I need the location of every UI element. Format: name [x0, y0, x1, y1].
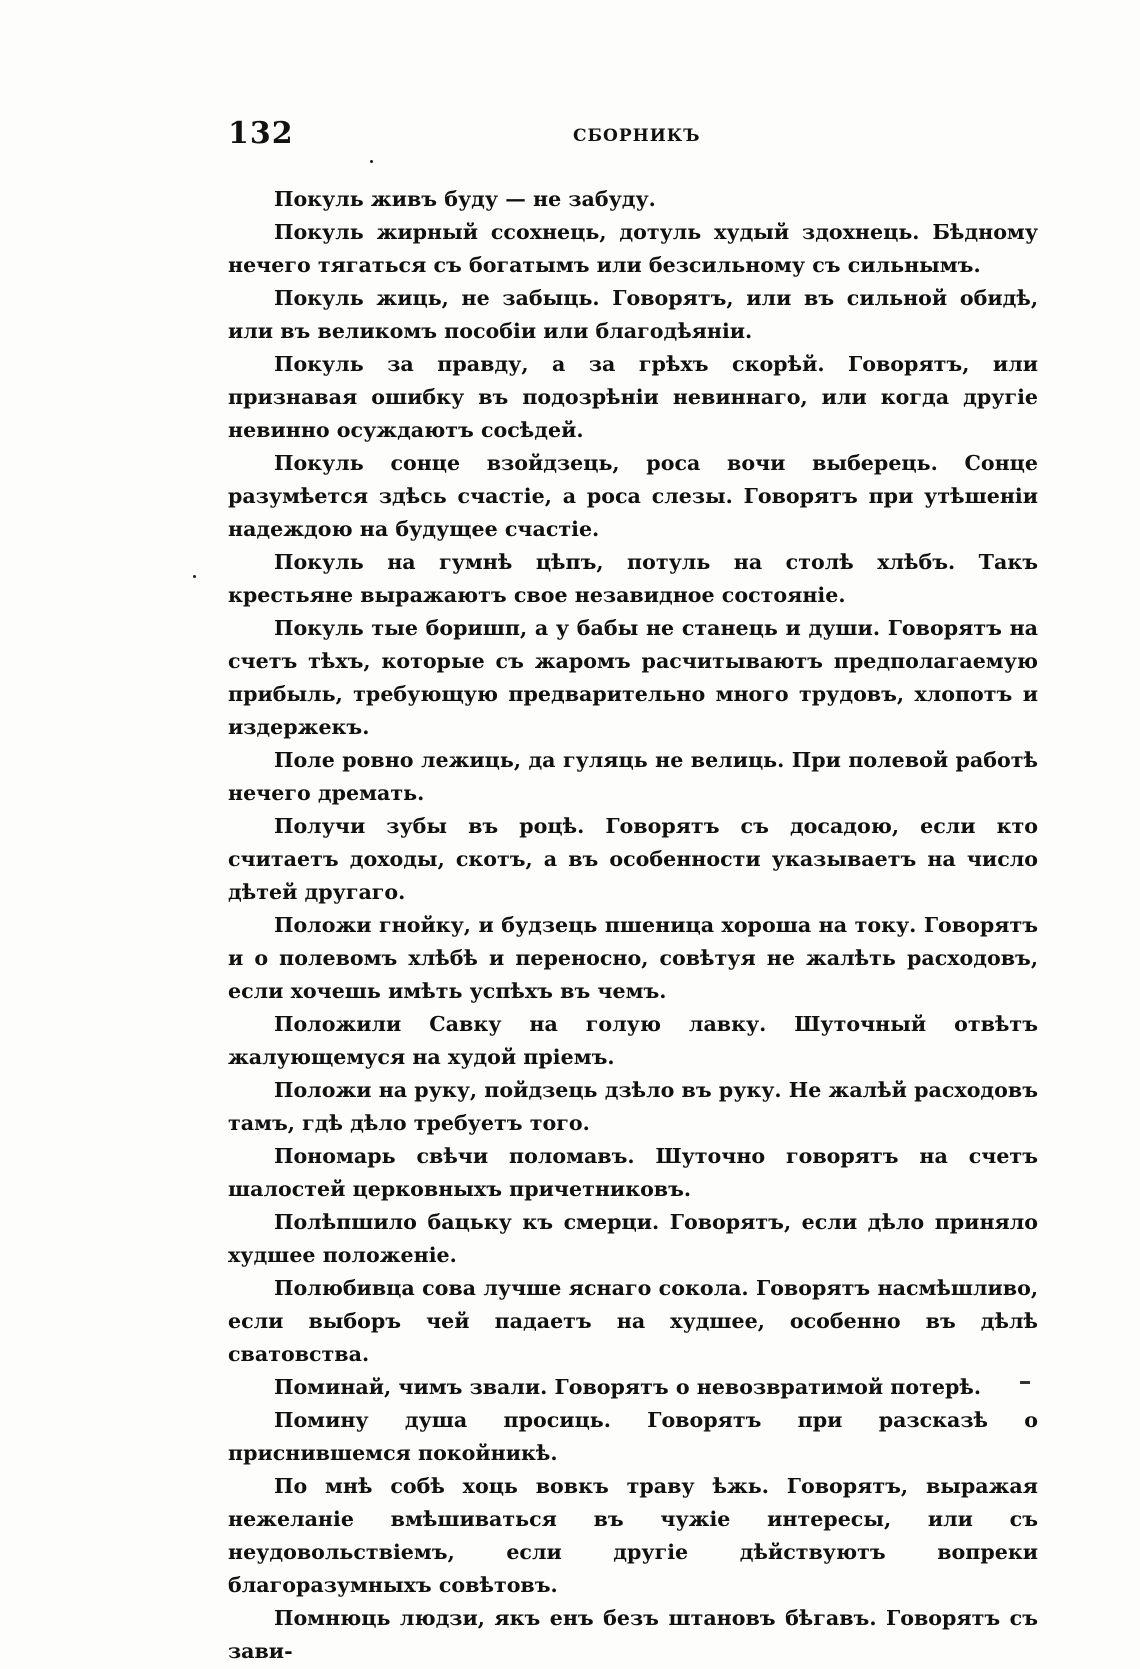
proverb-entry: Полюбивца сова лучше яснаго сокола. Говорятъ насмѣшливо, если выборъ чей падаетъ на худшее, особенно въ дѣлѣ сватовства. [228, 1276, 1038, 1366]
proverb-entry: Помину душа просиць. Говорятъ при разсказѣ о приснившемся покойникѣ. [228, 1408, 1038, 1465]
proverb-entry: Покуль жирный ссохнець, дотуль худый здохнець. Бѣдному нечего тягаться съ богатымъ или безсильному съ сильнымъ. [228, 220, 1038, 277]
proverb-entry: Покуль на гумнѣ цѣпъ, потуль на столѣ хлѣбъ. Такъ крестьяне выражаютъ свое незавидное состояніе. [228, 550, 1038, 607]
proverb-entry: Покуль жиць, не забыць. Говорятъ, или въ сильной обидѣ, или въ великомъ пособіи или благодѣяніи. [228, 286, 1038, 343]
print-speck [370, 160, 373, 163]
proverb-list [228, 183, 1038, 1668]
proverb-entry: Положи гнойку, и будзець пшеница хороша на току. Говорятъ и о полевомъ хлѣбѣ и переносно, совѣтуя не жалѣть расходовъ, если хочешь имѣть успѣхъ въ чемъ. [228, 913, 1038, 1003]
proverb-entry: Поле ровно лежиць, да гуляць не велиць. При полевой работѣ нечего дремать. [228, 748, 1038, 805]
proverb-entry: Покуль за правду, а за грѣхъ скорѣй. Говорятъ, или признавая ошибку въ подозрѣніи невиннаго, или когда другіе невинно осуждаютъ сосѣдей. [228, 352, 1038, 442]
running-title: СБОРНИКЪ [573, 126, 701, 146]
proverb-entry: Получи зубы въ роцѣ. Говорятъ съ досадою, если кто считаетъ доходы, скотъ, а въ особенности указываетъ на число дѣтей другаго. [228, 814, 1038, 904]
proverb-entry: Покуль тые боришп, а у бабы не станець и души. Говорятъ на счетъ тѣхъ, которые съ жаромъ расчитываютъ предполагаемую прибыль, требующую предварительно много трудовъ, хлопотъ и издержекъ. [228, 616, 1038, 739]
page-number: 132 [228, 116, 294, 151]
proverb-entry: Полѣпшило бацьку къ смерци. Говорятъ, если дѣло приняло худшее положеніе. [228, 1210, 1038, 1267]
proverb-entry: По мнѣ собѣ хоць вовкъ траву ѣжь. Говорятъ, выражая нежеланіе вмѣшиваться въ чужіе интересы, или съ неудовольствіемъ, если другіе дѣйствуютъ вопреки благоразумныхъ совѣтовъ. [228, 1474, 1038, 1597]
proverb-entry: Поминай, чимъ звали. Говорятъ о невозвратимой потерѣ. [274, 1375, 981, 1399]
proverb-entry: Пономарь свѣчи поломавъ. Шуточно говорятъ на счетъ шалостей церковныхъ причетниковъ. [228, 1144, 1038, 1201]
proverb-entry: Положили Савку на голую лавку. Шуточный отвѣтъ жалующемуся на худой пріемъ. [228, 1012, 1038, 1069]
proverb-entry: Положи на руку, пойдзець дзѣло въ руку. Не жалѣй расходовъ тамъ, гдѣ дѣло требуетъ того. [228, 1078, 1038, 1135]
print-speck [193, 575, 196, 578]
proverb-entry: Покуль живъ буду — не забуду. [274, 187, 656, 211]
proverb-entry: Помнюць людзи, якъ енъ безъ штановъ бѣгавъ. Говорятъ съ зави- [228, 1606, 1038, 1663]
page-header [228, 116, 1038, 156]
proverb-entry: Покуль сонце взойдзець, роса вочи выберець. Сонце разумѣется здѣсь счастіе, а роса слезы. Говорятъ при утѣшеніи надеждою на будущее счастіе. [228, 451, 1038, 541]
